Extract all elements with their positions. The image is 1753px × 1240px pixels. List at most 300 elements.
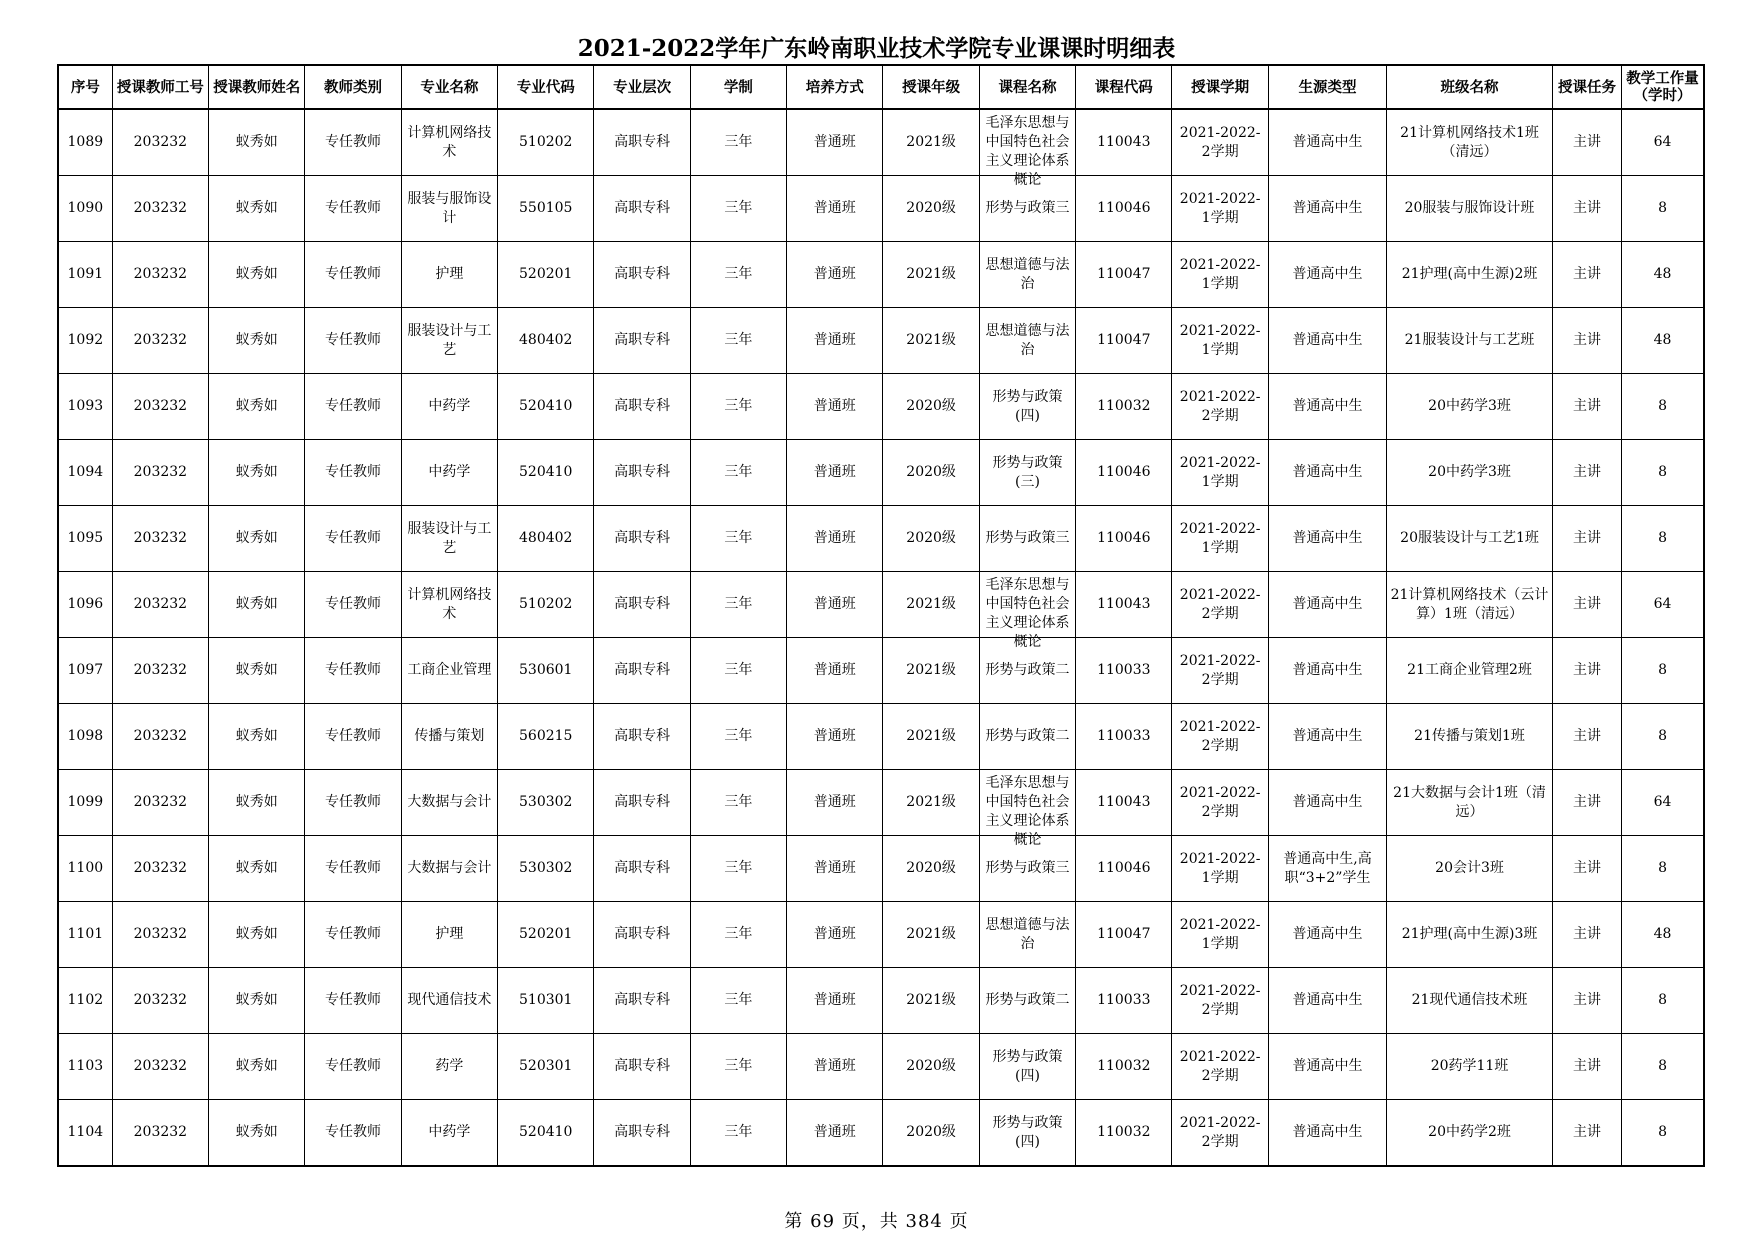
cell-text: 普通班 <box>813 332 856 348</box>
table-cell <box>1172 902 1268 968</box>
cell-text: 三年 <box>724 266 753 282</box>
table-cell <box>209 1034 305 1100</box>
cell-text: 高职专科 <box>614 662 671 678</box>
table-cell <box>1076 374 1172 440</box>
table-cell <box>594 902 690 968</box>
table-cell <box>58 308 112 374</box>
cell-text: 64 <box>1653 134 1672 150</box>
cell-text: 形势与政策二 <box>985 662 1070 678</box>
cell-text: 64 <box>1653 794 1672 810</box>
cell-text: 520410 <box>519 464 573 480</box>
cell-text: 普通班 <box>813 398 856 414</box>
table-cell <box>787 308 883 374</box>
cell-text: 普通高中生 <box>1292 794 1363 810</box>
page-footer: 第 69 页，共 384 页 <box>784 1211 969 1232</box>
cell-text: 203232 <box>133 992 188 1008</box>
table-cell <box>58 902 112 968</box>
cell-text: 2021-2022-1学期 <box>1179 256 1261 292</box>
table-cell <box>498 109 594 176</box>
cell-text: 主讲 <box>1572 926 1601 942</box>
table-cell <box>1172 638 1268 704</box>
cell-text: 2021级 <box>906 926 956 942</box>
table-cell <box>305 1100 401 1167</box>
cell-text: 蚁秀如 <box>235 332 278 348</box>
table-cell <box>1172 109 1268 176</box>
table-cell <box>1387 704 1553 770</box>
table-row <box>58 836 1704 902</box>
cell-text: 蚁秀如 <box>235 200 278 216</box>
cell-text: 普通高中生 <box>1292 266 1363 282</box>
table-cell <box>1387 1034 1553 1100</box>
table-cell <box>979 1034 1075 1100</box>
table-cell <box>209 968 305 1034</box>
cell-text: 计算机网络技术 <box>407 586 492 622</box>
cell-text: 高职专科 <box>614 794 671 810</box>
table-cell <box>979 506 1075 572</box>
table-cell <box>979 440 1075 506</box>
cell-text: 普通高中生 <box>1292 134 1363 150</box>
table-cell <box>498 1100 594 1167</box>
cell-text: 510202 <box>519 596 573 612</box>
cell-text: 高职专科 <box>614 860 671 876</box>
table-row <box>58 242 1704 308</box>
cell-text: 普通班 <box>813 200 856 216</box>
cell-text: 2021级 <box>906 332 956 348</box>
table-cell <box>58 836 112 902</box>
table-cell <box>1622 308 1704 374</box>
cell-text: 2021-2022-1学期 <box>1179 850 1261 886</box>
table-cell <box>305 770 401 836</box>
table-row <box>58 638 1704 704</box>
table-cell <box>112 308 208 374</box>
cell-text: 2021-2022-2学期 <box>1179 784 1261 820</box>
cell-text: 专任教师 <box>325 596 382 612</box>
cell-text: 110032 <box>1097 398 1151 414</box>
cell-text: 普通班 <box>813 794 856 810</box>
table-cell <box>1172 572 1268 638</box>
cell-text: 8 <box>1658 200 1667 216</box>
table-cell <box>498 770 594 836</box>
cell-text: 三年 <box>724 134 753 150</box>
table-row <box>58 704 1704 770</box>
table-cell <box>305 902 401 968</box>
cell-text: 1095 <box>67 530 104 546</box>
cell-text: 21工商企业管理2班 <box>1407 662 1532 678</box>
table-cell <box>305 506 401 572</box>
table-cell <box>1552 1034 1621 1100</box>
column-header: 专业层次 <box>594 65 690 109</box>
table-cell <box>112 572 208 638</box>
header-row <box>58 65 1704 109</box>
cell-text: 203232 <box>133 134 188 150</box>
cell-text: 主讲 <box>1572 662 1601 678</box>
table-cell <box>305 572 401 638</box>
table-cell <box>787 902 883 968</box>
cell-text: 480402 <box>519 332 573 348</box>
cell-text: 专任教师 <box>325 926 382 942</box>
cell-text: 形势与政策三 <box>985 530 1070 546</box>
cell-text: 三年 <box>724 464 753 480</box>
table-cell <box>883 440 979 506</box>
table-row <box>58 968 1704 1034</box>
cell-text: 蚁秀如 <box>235 134 278 150</box>
table-cell <box>883 308 979 374</box>
table-cell <box>883 1100 979 1167</box>
table-cell <box>305 440 401 506</box>
cell-text: 普通班 <box>813 992 856 1008</box>
cell-text: 203232 <box>133 332 188 348</box>
course-hours-table <box>57 64 1705 1167</box>
cell-text: 专任教师 <box>325 728 382 744</box>
table-cell <box>787 1034 883 1100</box>
cell-text: 主讲 <box>1572 530 1601 546</box>
table-cell <box>787 968 883 1034</box>
table-cell <box>112 968 208 1034</box>
table-cell <box>1172 374 1268 440</box>
cell-text: 主讲 <box>1572 398 1601 414</box>
table-cell <box>979 109 1075 188</box>
table-cell <box>690 770 786 836</box>
table-cell <box>787 770 883 836</box>
table-cell <box>1552 836 1621 902</box>
cell-text: 主讲 <box>1572 794 1601 810</box>
table-cell <box>209 902 305 968</box>
table-cell <box>401 374 497 440</box>
cell-text: 520410 <box>519 1124 573 1140</box>
column-header: 培养方式 <box>787 65 883 109</box>
table-cell <box>787 506 883 572</box>
table-cell <box>594 440 690 506</box>
table-cell <box>305 176 401 242</box>
cell-text: 480402 <box>519 530 573 546</box>
cell-text: 主讲 <box>1572 860 1601 876</box>
table-cell <box>401 242 497 308</box>
table-cell <box>594 506 690 572</box>
table-row <box>58 176 1704 242</box>
table-cell <box>209 770 305 836</box>
table-cell <box>883 968 979 1034</box>
cell-text: 主讲 <box>1572 992 1601 1008</box>
table-cell <box>690 308 786 374</box>
cell-text: 普通高中生 <box>1292 398 1363 414</box>
cell-text: 1089 <box>67 134 104 150</box>
table-cell <box>1387 374 1553 440</box>
cell-text: 203232 <box>133 860 188 876</box>
cell-text: 思想道德与法治 <box>985 256 1070 292</box>
cell-text: 2021-2022-1学期 <box>1179 454 1261 490</box>
table-cell <box>112 902 208 968</box>
table-cell <box>690 1100 786 1167</box>
cell-text: 普通班 <box>813 530 856 546</box>
table-cell <box>690 440 786 506</box>
cell-text: 普通班 <box>813 728 856 744</box>
table-cell <box>1268 836 1386 902</box>
cell-text: 工商企业管理 <box>407 662 492 678</box>
cell-text: 普通高中生,高职“3+2”学生 <box>1283 850 1372 886</box>
cell-text: 蚁秀如 <box>235 266 278 282</box>
table-cell <box>209 374 305 440</box>
cell-text: 2021-2022-2学期 <box>1179 388 1261 424</box>
table-cell <box>690 836 786 902</box>
cell-text: 高职专科 <box>614 992 671 1008</box>
cell-text: 520301 <box>519 1058 573 1074</box>
table-cell <box>1268 374 1386 440</box>
table-cell <box>112 1100 208 1167</box>
cell-text: 1100 <box>67 860 104 876</box>
table-cell <box>883 242 979 308</box>
cell-text: 专任教师 <box>325 662 382 678</box>
table-row <box>58 308 1704 374</box>
table-cell <box>1387 638 1553 704</box>
table-cell <box>979 242 1075 308</box>
table-cell <box>1076 1100 1172 1167</box>
cell-text: 510301 <box>519 992 573 1008</box>
cell-text: 专任教师 <box>325 398 382 414</box>
cell-text: 毛泽东思想与中国特色社会主义理论体系概论 <box>985 577 1070 650</box>
cell-text: 普通高中生 <box>1292 530 1363 546</box>
cell-text: 48 <box>1653 926 1672 942</box>
table-cell <box>1622 902 1704 968</box>
table-cell <box>594 374 690 440</box>
column-header: 教学工作量（学时） <box>1622 65 1704 109</box>
table-body <box>58 109 1704 1166</box>
cell-text: 2021-2022-2学期 <box>1179 718 1261 754</box>
cell-text: 普通高中生 <box>1292 1124 1363 1140</box>
cell-text: 三年 <box>724 1058 753 1074</box>
table-cell <box>594 968 690 1034</box>
cell-text: 520201 <box>519 926 573 942</box>
table-cell <box>690 374 786 440</box>
cell-text: 21服装设计与工艺班 <box>1404 332 1535 348</box>
cell-text: 110032 <box>1097 1124 1151 1140</box>
table-cell <box>1076 440 1172 506</box>
table-cell <box>112 1034 208 1100</box>
table-cell <box>1172 770 1268 836</box>
table-cell <box>1622 374 1704 440</box>
cell-text: 8 <box>1658 860 1667 876</box>
cell-text: 思想道德与法治 <box>985 916 1070 952</box>
cell-text: 2021-2022-1学期 <box>1179 322 1261 358</box>
cell-text: 1092 <box>67 332 104 348</box>
cell-text: 1098 <box>67 728 104 744</box>
cell-text: 专任教师 <box>325 266 382 282</box>
cell-text: 普通高中生 <box>1292 332 1363 348</box>
table-cell <box>1552 308 1621 374</box>
cell-text: 110043 <box>1097 794 1151 810</box>
cell-text: 三年 <box>724 926 753 942</box>
table-row <box>58 109 1704 176</box>
cell-text: 普通高中生 <box>1292 1058 1363 1074</box>
table-cell <box>979 374 1075 440</box>
table-cell <box>58 638 112 704</box>
table-cell <box>1076 176 1172 242</box>
table-cell <box>594 308 690 374</box>
cell-text: 三年 <box>724 596 753 612</box>
table-cell <box>1172 704 1268 770</box>
cell-text: 蚁秀如 <box>235 398 278 414</box>
cell-text: 高职专科 <box>614 266 671 282</box>
cell-text: 110046 <box>1097 200 1151 216</box>
table-row <box>58 506 1704 572</box>
table-cell <box>1552 242 1621 308</box>
table-cell <box>1076 770 1172 836</box>
cell-text: 110033 <box>1097 992 1151 1008</box>
table-row <box>58 572 1704 638</box>
cell-text: 普通高中生 <box>1292 728 1363 744</box>
cell-text: 普通班 <box>813 134 856 150</box>
cell-text: 2021级 <box>906 134 956 150</box>
column-header: 授课年级 <box>883 65 979 109</box>
table-cell <box>1552 704 1621 770</box>
cell-text: 20中药学3班 <box>1428 398 1511 414</box>
cell-text: 8 <box>1658 398 1667 414</box>
table-cell <box>1387 968 1553 1034</box>
cell-text: 专任教师 <box>325 332 382 348</box>
table-cell <box>305 242 401 308</box>
table-cell <box>112 242 208 308</box>
cell-text: 主讲 <box>1572 728 1601 744</box>
table-cell <box>209 836 305 902</box>
cell-text: 203232 <box>133 398 188 414</box>
table-cell <box>979 704 1075 770</box>
table-cell <box>401 440 497 506</box>
cell-text: 高职专科 <box>614 1124 671 1140</box>
column-header: 课程代码 <box>1076 65 1172 109</box>
table-cell <box>112 506 208 572</box>
cell-text: 高职专科 <box>614 134 671 150</box>
table-cell <box>1076 506 1172 572</box>
cell-text: 20药学11班 <box>1430 1058 1509 1074</box>
table-cell <box>787 638 883 704</box>
cell-text: 8 <box>1658 662 1667 678</box>
table-cell <box>112 638 208 704</box>
table-cell <box>690 506 786 572</box>
cell-text: 计算机网络技术 <box>407 124 492 160</box>
column-header: 授课教师工号 <box>112 65 208 109</box>
table-cell <box>58 572 112 638</box>
column-header: 授课任务 <box>1552 65 1621 109</box>
table-cell <box>883 770 979 836</box>
table-cell <box>498 242 594 308</box>
table-cell <box>1076 704 1172 770</box>
cell-text: 普通高中生 <box>1292 992 1363 1008</box>
table-cell <box>58 109 112 176</box>
table-cell <box>498 440 594 506</box>
table-cell <box>594 704 690 770</box>
cell-text: 1096 <box>67 596 104 612</box>
table-cell <box>1622 704 1704 770</box>
table-cell <box>1622 440 1704 506</box>
cell-text: 普通班 <box>813 596 856 612</box>
table-cell <box>690 242 786 308</box>
cell-text: 8 <box>1658 1058 1667 1074</box>
cell-text: 高职专科 <box>614 200 671 216</box>
cell-text: 三年 <box>724 860 753 876</box>
cell-text: 8 <box>1658 1124 1667 1140</box>
column-header: 专业代码 <box>498 65 594 109</box>
table-cell <box>401 308 497 374</box>
column-header: 生源类型 <box>1268 65 1386 109</box>
cell-text: 三年 <box>724 794 753 810</box>
cell-text: 蚁秀如 <box>235 1124 278 1140</box>
table-cell <box>1387 770 1553 836</box>
table-row <box>58 1100 1704 1167</box>
cell-text: 蚁秀如 <box>235 662 278 678</box>
table-cell <box>787 374 883 440</box>
table-cell <box>979 1100 1075 1167</box>
table-cell <box>305 308 401 374</box>
table-cell <box>1552 440 1621 506</box>
cell-text: 药学 <box>435 1058 464 1074</box>
table-cell <box>883 572 979 638</box>
cell-text: 主讲 <box>1572 1124 1601 1140</box>
table-cell <box>1387 506 1553 572</box>
table-cell <box>1268 109 1386 176</box>
cell-text: 毛泽东思想与中国特色社会主义理论体系概论 <box>985 115 1070 188</box>
cell-text: 2020级 <box>906 464 956 480</box>
cell-text: 高职专科 <box>614 728 671 744</box>
cell-text: 530302 <box>519 794 573 810</box>
cell-text: 服装设计与工艺 <box>407 520 492 556</box>
table-cell <box>1268 968 1386 1034</box>
table-cell <box>1268 440 1386 506</box>
cell-text: 21现代通信技术班 <box>1411 992 1528 1008</box>
table-cell <box>112 109 208 176</box>
table-cell <box>1172 1034 1268 1100</box>
table-cell <box>883 1034 979 1100</box>
table-cell <box>1552 572 1621 638</box>
cell-text: 大数据与会计 <box>407 860 492 876</box>
cell-text: 普通班 <box>813 860 856 876</box>
table-cell <box>305 109 401 176</box>
cell-text: 服装设计与工艺 <box>407 322 492 358</box>
table-cell <box>1172 242 1268 308</box>
cell-text: 蚁秀如 <box>235 728 278 744</box>
cell-text: 203232 <box>133 926 188 942</box>
table-cell <box>1076 572 1172 638</box>
table-cell <box>1172 176 1268 242</box>
cell-text: 2020级 <box>906 1124 956 1140</box>
table-cell <box>594 109 690 176</box>
cell-text: 蚁秀如 <box>235 794 278 810</box>
cell-text: 1093 <box>67 398 104 414</box>
cell-text: 主讲 <box>1572 134 1601 150</box>
table-cell <box>401 902 497 968</box>
cell-text: 203232 <box>133 1058 188 1074</box>
table-cell <box>1622 968 1704 1034</box>
cell-text: 203232 <box>133 596 188 612</box>
cell-text: 1101 <box>67 926 104 942</box>
column-header: 课程名称 <box>979 65 1075 109</box>
table-cell <box>209 506 305 572</box>
cell-text: 普通高中生 <box>1292 662 1363 678</box>
table-cell <box>58 176 112 242</box>
table-cell <box>1387 109 1553 176</box>
table-cell <box>1268 638 1386 704</box>
cell-text: 高职专科 <box>614 596 671 612</box>
cell-text: 203232 <box>133 662 188 678</box>
table-cell <box>1172 968 1268 1034</box>
table-cell <box>594 1100 690 1167</box>
table-cell <box>690 1034 786 1100</box>
table-cell <box>1622 770 1704 836</box>
cell-text: 203232 <box>133 200 188 216</box>
cell-text: 专任教师 <box>325 1124 382 1140</box>
cell-text: 三年 <box>724 398 753 414</box>
cell-text: 主讲 <box>1572 200 1601 216</box>
table-cell <box>401 836 497 902</box>
table-cell <box>1076 836 1172 902</box>
